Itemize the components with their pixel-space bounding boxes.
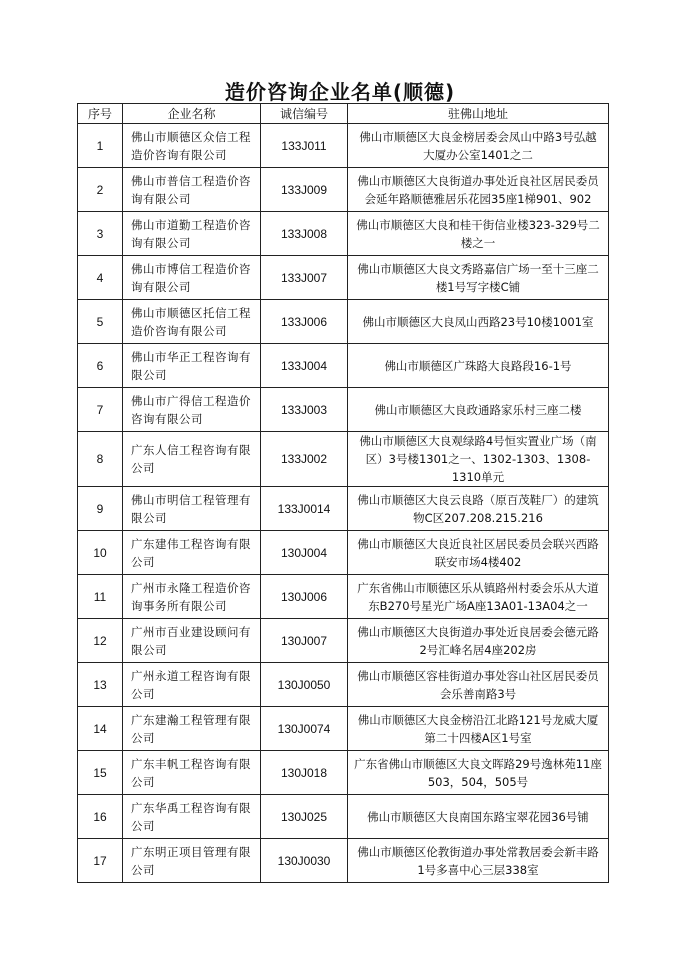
credit-code-cell: 133J002 <box>261 432 348 487</box>
address-cell: 广东省佛山市顺德区乐从镇路州村委会乐从大道东B270号星光广场A座13A01-13A04之一 <box>348 575 609 619</box>
address-cell: 佛山市顺德区大良观绿路4号恒实置业广场（南区）3号楼1301之一、1302-1303、1308-1310单元 <box>348 432 609 487</box>
serial-cell: 9 <box>78 487 123 531</box>
table-row <box>78 168 609 212</box>
header-credit-code: 诚信编号 <box>261 104 348 124</box>
serial-cell: 5 <box>78 300 123 344</box>
credit-code-cell: 133J009 <box>261 168 348 212</box>
table-row <box>78 300 609 344</box>
table-header-row <box>78 104 609 124</box>
company-name-cell: 佛山市明信工程管理有限公司 <box>123 487 261 531</box>
credit-code-cell: 130J0050 <box>261 663 348 707</box>
company-name-cell: 广东建瀚工程管理有限公司 <box>123 707 261 751</box>
table-row <box>78 388 609 432</box>
credit-code-cell: 133J007 <box>261 256 348 300</box>
document-title: 造价咨询企业名单(顺德) <box>224 80 456 104</box>
company-name-cell: 广东明正项目管理有限公司 <box>123 839 261 883</box>
company-name-cell: 佛山市顺德区众信工程造价咨询有限公司 <box>123 124 261 168</box>
credit-code-cell: 133J003 <box>261 388 348 432</box>
serial-cell: 6 <box>78 344 123 388</box>
table-row <box>78 432 609 487</box>
serial-cell: 8 <box>78 432 123 487</box>
credit-code-cell: 133J006 <box>261 300 348 344</box>
address-cell: 佛山市顺德区大良街道办事处近良居委会德元路2号汇峰名居4座202房 <box>348 619 609 663</box>
address-cell: 佛山市顺德区大良云良路（原百茂鞋厂）的建筑物C区207.208.215.216 <box>348 487 609 531</box>
company-name-cell: 广东建伟工程咨询有限公司 <box>123 531 261 575</box>
address-cell: 佛山市顺德区大良凤山西路23号10楼1001室 <box>348 300 609 344</box>
company-name-cell: 广州市永隆工程造价咨询事务所有限公司 <box>123 575 261 619</box>
credit-code-cell: 133J0014 <box>261 487 348 531</box>
company-name-cell: 佛山市顺德区托信工程造价咨询有限公司 <box>123 300 261 344</box>
serial-cell: 16 <box>78 795 123 839</box>
company-name-cell: 佛山市普信工程造价咨询有限公司 <box>123 168 261 212</box>
serial-cell: 13 <box>78 663 123 707</box>
address-cell: 佛山市顺德区伦教街道办事处常教居委会新丰路1号多喜中心三层338室 <box>348 839 609 883</box>
table-row <box>78 531 609 575</box>
company-name-cell: 佛山市华正工程咨询有限公司 <box>123 344 261 388</box>
table-row <box>78 751 609 795</box>
table-row <box>78 839 609 883</box>
serial-cell: 7 <box>78 388 123 432</box>
address-cell: 佛山市顺德区容桂街道办事处容山社区居民委员会乐善南路3号 <box>348 663 609 707</box>
address-cell: 佛山市顺德区广珠路大良路段16-1号 <box>348 344 609 388</box>
company-name-cell: 佛山市博信工程造价咨询有限公司 <box>123 256 261 300</box>
serial-cell: 14 <box>78 707 123 751</box>
serial-cell: 12 <box>78 619 123 663</box>
credit-code-cell: 130J006 <box>261 575 348 619</box>
address-cell: 佛山市顺德区大良文秀路嘉信广场一至十三座二楼1号写字楼C铺 <box>348 256 609 300</box>
address-cell: 佛山市顺德区大良近良社区居民委员会联兴西路联安市场4楼402 <box>348 531 609 575</box>
serial-cell: 10 <box>78 531 123 575</box>
table-row <box>78 256 609 300</box>
header-address: 驻佛山地址 <box>348 104 609 124</box>
serial-cell: 4 <box>78 256 123 300</box>
serial-cell: 15 <box>78 751 123 795</box>
serial-cell: 17 <box>78 839 123 883</box>
table-row <box>78 707 609 751</box>
company-name-cell: 广东华禹工程咨询有限公司 <box>123 795 261 839</box>
table-row <box>78 663 609 707</box>
credit-code-cell: 130J004 <box>261 531 348 575</box>
credit-code-cell: 133J008 <box>261 212 348 256</box>
serial-cell: 2 <box>78 168 123 212</box>
table-row <box>78 212 609 256</box>
credit-code-cell: 133J004 <box>261 344 348 388</box>
address-cell: 佛山市顺德区大良金榜居委会凤山中路3号弘越大厦办公室1401之二 <box>348 124 609 168</box>
credit-code-cell: 130J0074 <box>261 707 348 751</box>
serial-cell: 1 <box>78 124 123 168</box>
credit-code-cell: 133J011 <box>261 124 348 168</box>
table-row <box>78 619 609 663</box>
company-name-cell: 广州永道工程咨询有限公司 <box>123 663 261 707</box>
company-name-cell: 广州市百业建设顾问有限公司 <box>123 619 261 663</box>
address-cell: 佛山市顺德区大良南国东路宝翠花园36号铺 <box>348 795 609 839</box>
header-serial: 序号 <box>78 104 123 124</box>
table-row <box>78 344 609 388</box>
credit-code-cell: 130J025 <box>261 795 348 839</box>
credit-code-cell: 130J007 <box>261 619 348 663</box>
address-cell: 佛山市顺德区大良政通路家乐村三座二楼 <box>348 388 609 432</box>
serial-cell: 11 <box>78 575 123 619</box>
header-company-name: 企业名称 <box>123 104 261 124</box>
company-name-cell: 佛山市广得信工程造价咨询有限公司 <box>123 388 261 432</box>
credit-code-cell: 130J0030 <box>261 839 348 883</box>
address-cell: 广东省佛山市顺德区大良文晖路29号逸林苑11座503，504，505号 <box>348 751 609 795</box>
serial-cell: 3 <box>78 212 123 256</box>
address-cell: 佛山市顺德区大良金榜沿江北路121号龙威大厦第二十四楼A区1号室 <box>348 707 609 751</box>
table-row <box>78 575 609 619</box>
table-row <box>78 487 609 531</box>
table-row <box>78 124 609 168</box>
address-cell: 佛山市顺德区大良街道办事处近良社区居民委员会延年路顺德雅居乐花园35座1梯901、902 <box>348 168 609 212</box>
company-table <box>77 103 609 883</box>
table-row <box>78 795 609 839</box>
credit-code-cell: 130J018 <box>261 751 348 795</box>
company-name-cell: 广东人信工程咨询有限公司 <box>123 432 261 487</box>
company-name-cell: 佛山市道勤工程造价咨询有限公司 <box>123 212 261 256</box>
address-cell: 佛山市顺德区大良和桂干街信业楼323-329号二楼之一 <box>348 212 609 256</box>
company-name-cell: 广东丰帆工程咨询有限公司 <box>123 751 261 795</box>
